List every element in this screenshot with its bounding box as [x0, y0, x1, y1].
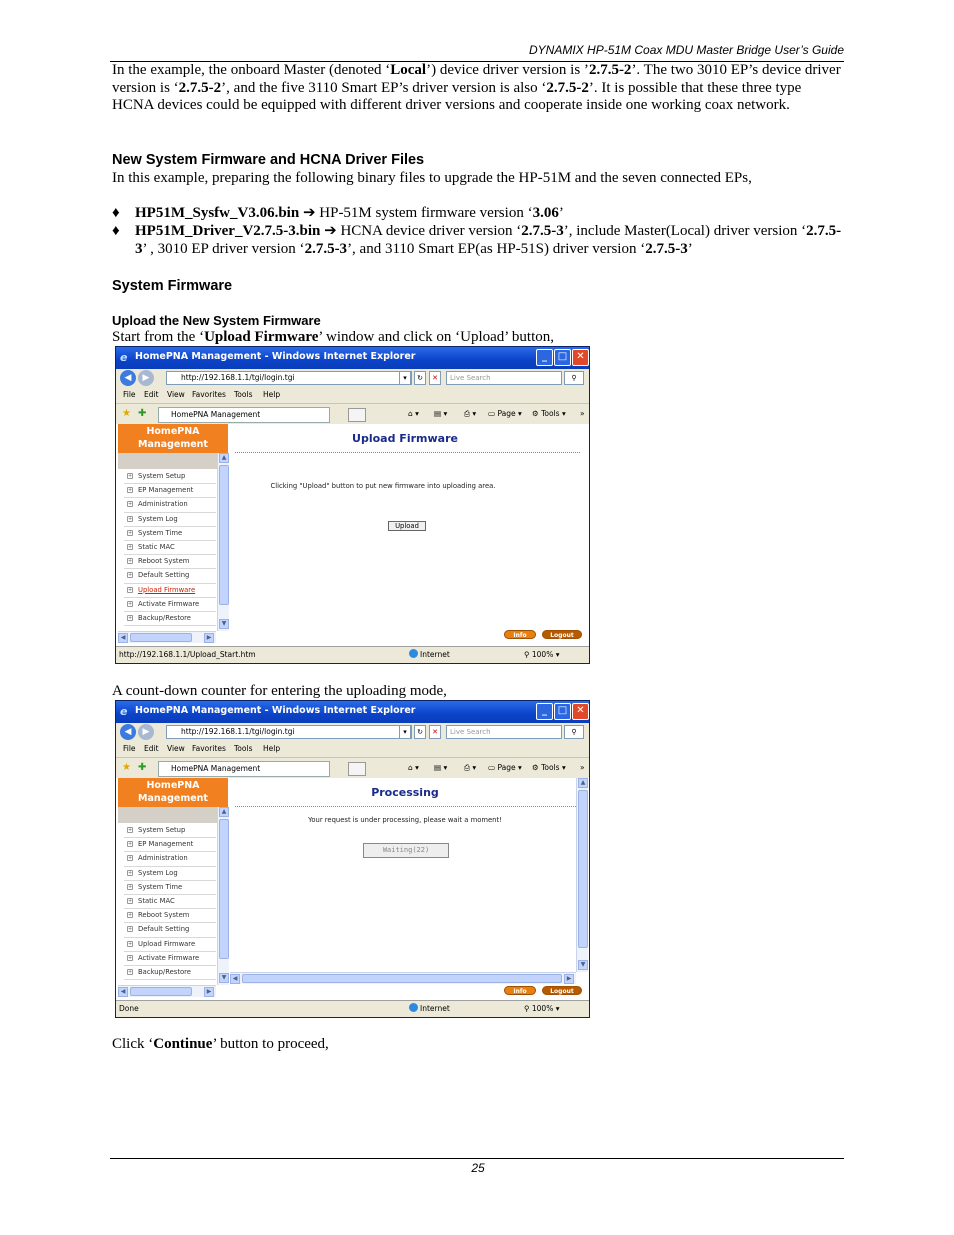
- expand-icon: +: [128, 515, 133, 522]
- bullet-sysfw: ♦ HP51M_Sysfw_V3.06.bin ➔ HP-51M system firmware version ‘3.06’: [112, 205, 564, 221]
- chevron-right-icon[interactable]: »: [580, 409, 585, 418]
- expand-icon: +: [128, 586, 133, 593]
- sidebar-item-system-log[interactable]: + System Log: [124, 867, 216, 881]
- expand-icon: +: [128, 501, 133, 508]
- page-menu[interactable]: ▭ Page ▾: [488, 409, 522, 418]
- security-zone: Internet: [409, 647, 450, 663]
- expand-icon: +: [128, 926, 133, 933]
- sidebar-item-reboot-system[interactable]: + Reboot System: [124, 909, 216, 923]
- page-number: 25: [471, 1161, 485, 1175]
- status-bar: [116, 646, 589, 663]
- instruction-text: Clicking "Upload" button to put new firmware into uploading area.: [270, 482, 496, 490]
- page-menu[interactable]: ▭ Page ▾: [488, 763, 522, 772]
- ie-logo-icon: e: [120, 351, 128, 364]
- sidebar-item-default-setting[interactable]: + Default Setting: [124, 569, 216, 583]
- scroll-thumb[interactable]: [219, 819, 229, 959]
- sidebar-item-ep-management[interactable]: + EP Management: [124, 484, 216, 498]
- logout-button[interactable]: Logout: [542, 630, 582, 639]
- back-icon[interactable]: ◀: [120, 370, 136, 386]
- files-paragraph: In this example, preparing the following binary files to upgrade the HP-51M and the seven connected EPs,: [112, 170, 752, 186]
- sidebar-horizontal-scrollbar[interactable]: [118, 631, 216, 643]
- expand-icon: +: [128, 487, 133, 494]
- sidebar-menu: [124, 824, 216, 980]
- zoom-level[interactable]: ⚲ 100% ▾: [524, 1004, 560, 1013]
- scroll-down-icon[interactable]: ▼: [578, 960, 588, 970]
- status-text: http://192.168.1.1/Upload_Start.htm: [119, 650, 256, 659]
- refresh-icon[interactable]: ↻: [414, 371, 426, 385]
- scroll-up-icon[interactable]: ▲: [219, 453, 229, 463]
- close-icon[interactable]: ✕: [572, 349, 589, 366]
- home-icon[interactable]: ⌂ ▾: [408, 409, 419, 418]
- sidebar-horizontal-scrollbar[interactable]: [118, 985, 216, 997]
- status-bar: [116, 1000, 589, 1017]
- sidebar-item-system-setup[interactable]: + System Setup: [124, 470, 216, 484]
- print-icon[interactable]: ⎙ ▾: [464, 763, 477, 772]
- expand-icon: +: [128, 529, 133, 536]
- sidebar-item-administration[interactable]: + Administration: [124, 498, 216, 512]
- sidebar-item-system-time[interactable]: + System Time: [124, 881, 216, 895]
- sidebar-brand: HomePNA Management: [118, 778, 228, 807]
- browser-tab[interactable]: HomePNA Management: [158, 761, 330, 777]
- add-favorite-icon[interactable]: ✚: [138, 762, 147, 773]
- url-dropdown-icon[interactable]: ▾: [399, 371, 411, 385]
- expand-icon: +: [128, 841, 133, 848]
- expand-icon: +: [128, 883, 133, 890]
- scroll-thumb[interactable]: [242, 974, 562, 983]
- countdown-caption: A count-down counter for entering the uploading mode,: [112, 683, 447, 699]
- waiting-countdown: Waiting(22): [363, 843, 449, 858]
- zoom-level[interactable]: ⚲ 100% ▾: [524, 650, 560, 659]
- search-icon[interactable]: ⚲: [564, 725, 584, 739]
- sidebar-item-static-mac[interactable]: + Static MAC: [124, 895, 216, 909]
- globe-icon: [409, 1003, 418, 1012]
- menu-favorites[interactable]: Favorites: [192, 390, 226, 399]
- sidebar-item-backup-restore[interactable]: + Backup/Restore: [124, 612, 216, 626]
- close-icon[interactable]: ✕: [572, 703, 589, 720]
- expand-icon: +: [128, 600, 133, 607]
- sidebar-vertical-scrollbar[interactable]: [217, 453, 229, 631]
- feeds-icon[interactable]: ▤ ▾: [434, 763, 448, 772]
- menu-bar: [116, 387, 589, 403]
- bullet-driver: ♦ HP51M_Driver_V2.7.5-3.bin ➔ HCNA device driver version ‘2.7.5-3’, include Master(Local) driver version ‘2.7.5-3’ , 3010 EP driver version ‘2.7.5-3’, and 3110 Smart EP(as HP-51S) driver version ‘2.7.5-3’: [112, 223, 842, 257]
- sidebar-header-strip: [118, 453, 228, 469]
- scroll-right-icon[interactable]: ▶: [204, 633, 214, 643]
- upload-instruction: Start from the ‘Upload Firmware’ window and click on ‘Upload’ button,: [112, 329, 555, 345]
- main-vertical-scrollbar[interactable]: [576, 778, 588, 972]
- new-tab-icon[interactable]: [348, 408, 366, 422]
- scroll-thumb[interactable]: [130, 987, 192, 996]
- sidebar-item-system-log[interactable]: + System Log: [124, 513, 216, 527]
- scroll-up-icon[interactable]: ▲: [219, 807, 229, 817]
- browser-tab[interactable]: HomePNA Management: [158, 407, 330, 423]
- sidebar-item-administration[interactable]: + Administration: [124, 852, 216, 866]
- scroll-down-icon[interactable]: ▼: [219, 619, 229, 629]
- info-button[interactable]: Info: [504, 630, 536, 639]
- stop-icon[interactable]: ✕: [429, 371, 441, 385]
- page-title: Upload Firmware: [352, 432, 458, 445]
- sidebar-item-static-mac[interactable]: + Static MAC: [124, 541, 216, 555]
- main-horizontal-scrollbar[interactable]: [230, 972, 576, 984]
- favorites-bar: [116, 403, 589, 424]
- sidebar-vertical-scrollbar[interactable]: [217, 807, 229, 985]
- address-bar: [116, 369, 589, 387]
- menu-file[interactable]: File: [123, 744, 136, 753]
- sidebar: [116, 424, 230, 646]
- title-divider: [235, 806, 580, 807]
- sidebar-item-backup-restore[interactable]: + Backup/Restore: [124, 966, 216, 980]
- url-input[interactable]: http://192.168.1.1/tgi/login.tgi: [166, 371, 412, 385]
- expand-icon: +: [128, 558, 133, 565]
- browser-screenshot-upload: [115, 346, 590, 664]
- expand-icon: +: [128, 954, 133, 961]
- print-icon[interactable]: ⎙ ▾: [464, 409, 477, 418]
- forward-icon[interactable]: ▶: [138, 724, 154, 740]
- subheading-upload-firmware: Upload the New System Firmware: [112, 313, 321, 328]
- favorites-star-icon[interactable]: ★: [122, 762, 131, 773]
- scroll-up-icon[interactable]: ▲: [578, 778, 588, 788]
- intro-paragraph: In the example, the onboard Master (denoted ‘Local’) device driver version is ’2.7.5-2’. The two 3010 EP’s device driver version is ‘2.7.5-2’, and the five 3110 Smart EP’s driver version is also ‘2.7.5-2’. It is possible that these three type HCNA devices could be equipped with different driver versions and cooperate inside one working coax network.: [112, 62, 841, 114]
- favorites-star-icon[interactable]: ★: [122, 408, 131, 419]
- home-icon[interactable]: ⌂ ▾: [408, 763, 419, 772]
- menu-bar: [116, 741, 589, 757]
- sidebar-brand: HomePNA Management: [118, 424, 228, 453]
- sidebar-header-strip: [118, 807, 228, 823]
- search-icon[interactable]: ⚲: [564, 371, 584, 385]
- page-content: [116, 424, 589, 646]
- add-favorite-icon[interactable]: ✚: [138, 408, 147, 419]
- expand-icon: +: [128, 897, 133, 904]
- logout-button[interactable]: Logout: [542, 986, 582, 995]
- browser-screenshot-processing: [115, 700, 590, 1018]
- menu-tools[interactable]: Tools: [234, 390, 253, 399]
- page-header: DYNAMIX HP-51M Coax MDU Master Bridge User’s Guide: [529, 43, 844, 57]
- globe-icon: [409, 649, 418, 658]
- continue-instruction: Click ‘Continue’ button to proceed,: [112, 1036, 329, 1052]
- expand-icon: +: [128, 614, 133, 621]
- upload-button[interactable]: Upload: [388, 521, 426, 531]
- expand-icon: +: [128, 827, 133, 833]
- address-bar: [116, 723, 589, 741]
- scroll-right-icon[interactable]: ▶: [564, 974, 574, 984]
- sidebar-item-default-setting[interactable]: + Default Setting: [124, 923, 216, 937]
- ie-logo-icon: e: [120, 705, 128, 718]
- menu-help[interactable]: Help: [263, 744, 281, 753]
- minimize-icon[interactable]: _: [536, 703, 553, 720]
- menu-view[interactable]: View: [167, 390, 185, 399]
- expand-icon: +: [128, 912, 133, 919]
- chevron-right-icon[interactable]: »: [580, 763, 585, 772]
- expand-icon: +: [128, 855, 133, 862]
- main-panel: [230, 778, 589, 1000]
- menu-edit[interactable]: Edit: [144, 744, 159, 753]
- feeds-icon[interactable]: ▤ ▾: [434, 409, 448, 418]
- expand-icon: +: [128, 473, 133, 479]
- expand-icon: +: [128, 572, 133, 579]
- maximize-icon[interactable]: □: [554, 703, 571, 720]
- processing-message: Your request is under processing, please wait a moment!: [308, 816, 502, 824]
- sidebar: [116, 778, 230, 1000]
- favorites-bar: [116, 757, 589, 778]
- menu-tools[interactable]: Tools: [234, 744, 253, 753]
- scroll-left-icon[interactable]: ◀: [230, 974, 240, 984]
- sidebar-item-ep-management[interactable]: + EP Management: [124, 838, 216, 852]
- menu-help[interactable]: Help: [263, 390, 281, 399]
- new-tab-icon[interactable]: [348, 762, 366, 776]
- scroll-down-icon[interactable]: ▼: [219, 973, 229, 983]
- main-panel: [230, 424, 589, 646]
- scroll-right-icon[interactable]: ▶: [204, 987, 214, 997]
- status-text: Done: [119, 1004, 139, 1013]
- arrow-icon: ➔: [302, 205, 316, 221]
- sidebar-item-system-setup[interactable]: + System Setup: [124, 824, 216, 838]
- scroll-thumb[interactable]: [130, 633, 192, 642]
- sidebar-item-upload-firmware[interactable]: + Upload Firmware: [124, 938, 216, 952]
- sidebar-menu: [124, 470, 216, 626]
- security-zone: Internet: [409, 1001, 450, 1017]
- section-heading-system-firmware: System Firmware: [112, 278, 233, 294]
- sidebar-item-reboot-system[interactable]: + Reboot System: [124, 555, 216, 569]
- url-dropdown-icon[interactable]: ▾: [399, 725, 411, 739]
- refresh-icon[interactable]: ↻: [414, 725, 426, 739]
- menu-favorites[interactable]: Favorites: [192, 744, 226, 753]
- sidebar-item-system-time[interactable]: + System Time: [124, 527, 216, 541]
- search-input[interactable]: Live Search: [446, 371, 562, 385]
- expand-icon: +: [128, 869, 133, 876]
- back-icon[interactable]: ◀: [120, 724, 136, 740]
- window-title: HomePNA Management - Windows Internet Explorer: [135, 705, 416, 716]
- expand-icon: +: [128, 968, 133, 975]
- scroll-left-icon[interactable]: ◀: [118, 987, 128, 997]
- title-divider: [235, 452, 580, 453]
- expand-icon: +: [128, 543, 133, 550]
- footer-rule: [110, 1158, 844, 1159]
- window-title: HomePNA Management - Windows Internet Explorer: [135, 351, 416, 362]
- window-titlebar: [116, 347, 589, 369]
- expand-icon: +: [128, 940, 133, 947]
- forward-icon[interactable]: ▶: [138, 370, 154, 386]
- search-input[interactable]: Live Search: [446, 725, 562, 739]
- tools-menu[interactable]: ⚙ Tools ▾: [532, 763, 566, 772]
- menu-edit[interactable]: Edit: [144, 390, 159, 399]
- tools-menu[interactable]: ⚙ Tools ▾: [532, 409, 566, 418]
- scroll-left-icon[interactable]: ◀: [118, 633, 128, 643]
- info-button[interactable]: Info: [504, 986, 536, 995]
- menu-view[interactable]: View: [167, 744, 185, 753]
- scroll-thumb[interactable]: [578, 790, 588, 948]
- section-heading-firmware-files: New System Firmware and HCNA Driver Files: [112, 152, 425, 168]
- diamond-bullet-icon: ♦: [112, 223, 120, 239]
- maximize-icon[interactable]: □: [554, 349, 571, 366]
- page-title: Processing: [371, 786, 439, 799]
- arrow-icon: ➔: [324, 223, 337, 239]
- diamond-bullet-icon: ♦: [112, 205, 120, 221]
- sidebar-item-activate-firmware[interactable]: + Activate Firmware: [124, 952, 216, 966]
- stop-icon[interactable]: ✕: [429, 725, 441, 739]
- page-content: [116, 778, 589, 1000]
- minimize-icon[interactable]: _: [536, 349, 553, 366]
- sidebar-item-activate-firmware[interactable]: + Activate Firmware: [124, 598, 216, 612]
- sidebar-item-upload-firmware[interactable]: + Upload Firmware: [124, 584, 216, 598]
- window-titlebar: [116, 701, 589, 723]
- menu-file[interactable]: File: [123, 390, 136, 399]
- url-input[interactable]: http://192.168.1.1/tgi/login.tgi: [166, 725, 412, 739]
